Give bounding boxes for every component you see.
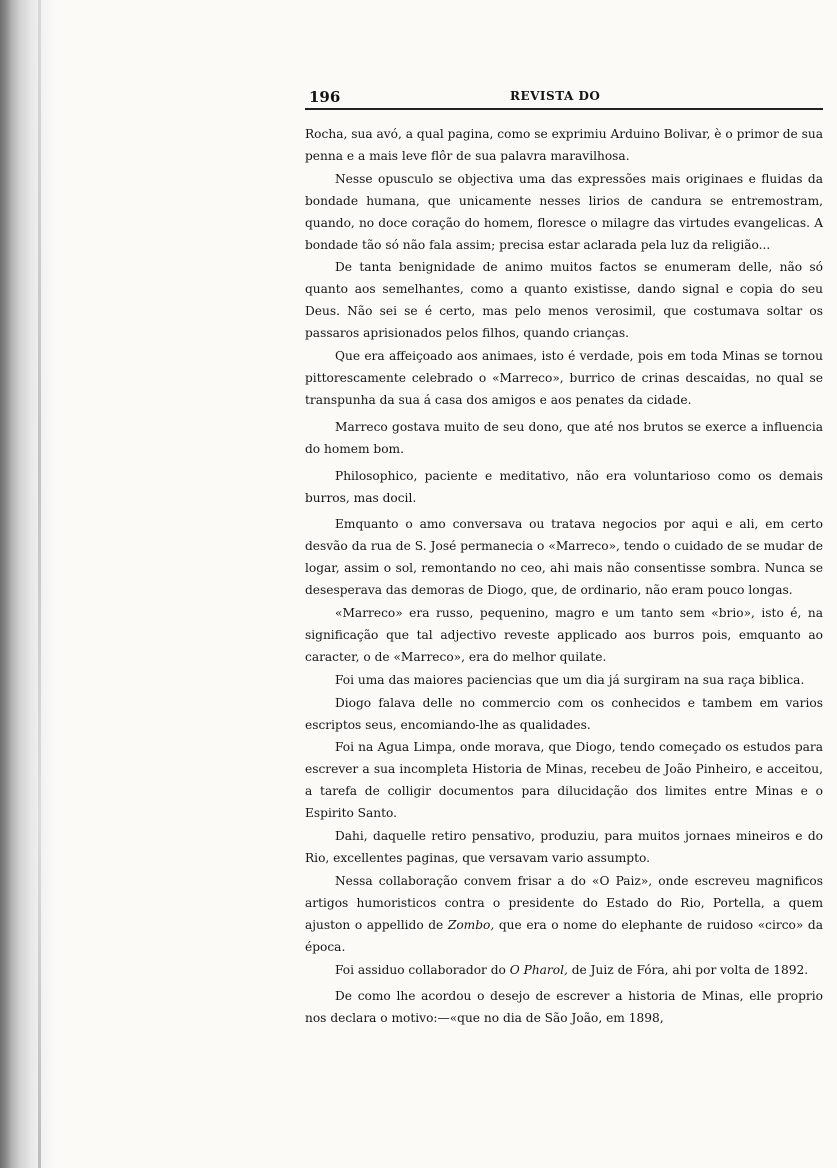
- paragraph-7: Emquanto o amo conversava ou tratava negocios por aqui e ali, em certo desvão da rua de S. José permanecia o «Marreco», tendo o cuidado de se mudar de logar, assim o sol, remontando no ceo, ahi mais não consentisse sombra. Nunca se desesperava das demoras de Diogo, que, de ordinario, não eram pouco longas.: [305, 517, 823, 598]
- journal-title: REVISTA DO: [510, 89, 601, 103]
- paragraph-13-text-a: Nessa collaboração convem frisar a do «O Paiz», onde escreveu magnificos artigos humoristicos contra o presidente do Estado do Rio, Portella, a quem ajuston o appellido de: [305, 873, 823, 932]
- paragraph-8: «Marreco» era russo, pequenino, magro e um tanto sem «brio», isto é, na significação que tal adjectivo reveste applicado aos burros pois, emquanto ao caracter, o de «Marreco», era do melhor quilate.: [305, 606, 823, 664]
- paragraph-3: De tanta benignidade de animo muitos factos se enumeram delle, não só quanto aos semelhantes, como a quanto existisse, dando signal e copia do seu Deus. Não sei se é certo, mas pelo menos verosimil, que costumava soltar os passaros aprisionados pelos filhos, quando crianças.: [305, 260, 823, 341]
- page-number: 196: [309, 88, 341, 106]
- paragraph-13-text-b: que era o nome do elephante de ruidoso «circo» da época.: [305, 917, 823, 954]
- paragraph-2: Nesse opusculo se objectiva uma das expressões mais originaes e fluidas da bondade humana, que unicamente nesses lirios de candura se entremostram, quando, no doce coração do homem, floresce o milagre das virtudes evangelicas. A bondade tão só não fala assim; precisa estar aclarada pela luz da religião...: [305, 171, 823, 252]
- binding-shadow: [38, 0, 41, 1168]
- paragraph-10: Diogo falava delle no commercio com os conhecidos e tambem em varios escriptos seus, encomiando-lhe as qualidades.: [305, 695, 823, 732]
- paragraph-14-text-b: de Juiz de Fóra, ahi por volta de 1892.: [571, 962, 809, 977]
- italic-zombo: Zombo,: [447, 917, 495, 932]
- paragraph-14-text-a: Foi assiduo collaborador do: [335, 962, 506, 977]
- paragraph-11: Foi na Agua Limpa, onde morava, que Diogo, tendo começado os estudos para escrever a sua incompleta Historia de Minas, recebeu de João Pinheiro, e acceitou, a tarefa de colligir documentos para dilucidação dos limites entre Minas e o Espirito Santo.: [305, 740, 823, 821]
- paragraph-15: De como lhe acordou o desejo de escrever a historia de Minas, elle proprio nos declara o motivo:—«que no dia de São João, em 1898,: [305, 989, 823, 1026]
- paragraph-9: Foi uma das maiores paciencias que um dia já surgiram na sua raça biblica.: [335, 672, 805, 687]
- paragraph-4: Que era affeiçoado aos animaes, isto é verdade, pois em toda Minas se tornou pittorescamente celebrado o «Marreco», burrico de crinas descaidas, no qual se transpunha da sua á casa dos amigos e aos penates da cidade.: [305, 349, 823, 407]
- italic-o-pharol: O Pharol,: [509, 962, 568, 977]
- running-head: [305, 84, 823, 110]
- book-page: [305, 84, 823, 1031]
- paragraph-6: Philosophico, paciente e meditativo, não era voluntarioso como os demais burros, mas docil.: [305, 468, 823, 505]
- body-text: [305, 124, 823, 1030]
- paragraph-14: [305, 960, 823, 982]
- paragraph-1: Rocha, sua avó, a qual pagina, como se exprimiu Arduino Bolivar, è o primor de sua penna e a mais leve flôr de sua palavra maravilhosa.: [305, 127, 823, 163]
- paragraph-12: Dahi, daquelle retiro pensativo, produziu, para muitos jornaes mineiros e do Rio, excellentes paginas, que versavam vario assumpto.: [305, 829, 823, 865]
- paragraph-5: Marreco gostava muito de seu dono, que até nos brutos se exerce a influencia do homem bom.: [305, 419, 823, 456]
- book-binding-edge: [0, 0, 56, 1168]
- paragraph-13: [305, 871, 823, 959]
